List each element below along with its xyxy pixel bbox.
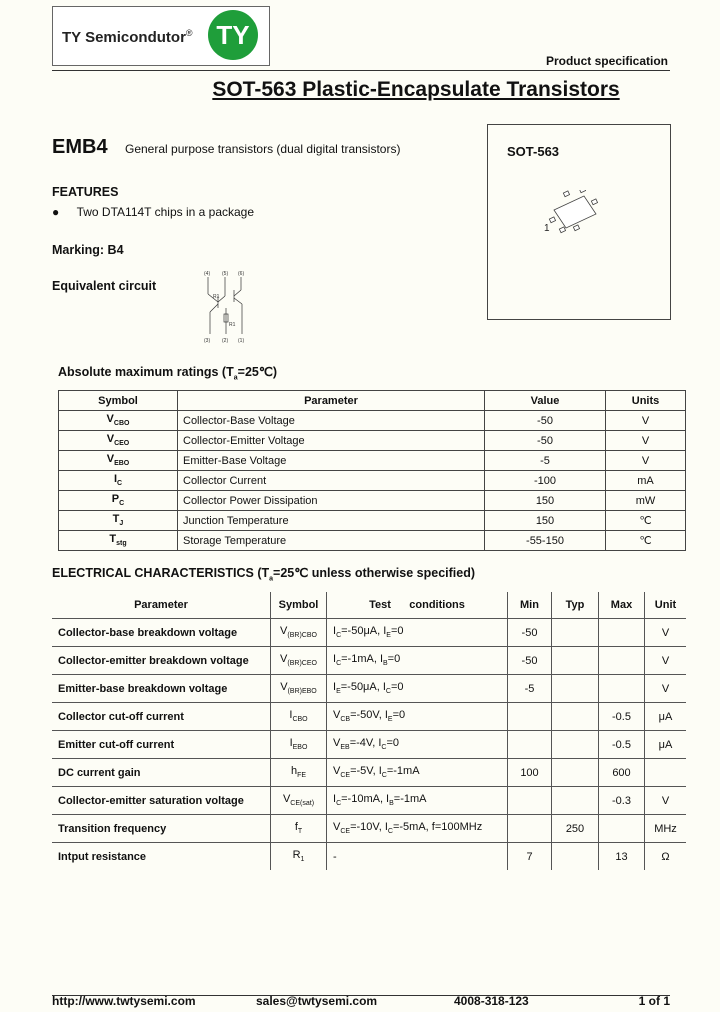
- pin1-label: 1: [544, 223, 550, 234]
- svg-text:(1): (1): [238, 338, 245, 344]
- equivalent-circuit-diagram: [196, 268, 256, 344]
- amr-unit: V: [606, 431, 686, 451]
- amr-row: [59, 411, 686, 431]
- amr-symbol: $I_C$: [59, 471, 178, 491]
- ec-conditions: $V_{EB}=-4V$, $I_C=0$: [327, 731, 508, 759]
- amr-symbol: $T_J$: [59, 511, 178, 531]
- part-number: EMB4: [52, 136, 108, 158]
- ec-row: [52, 759, 686, 787]
- ec-row: [52, 619, 686, 647]
- ec-symbol: $V_{CE(sat)}$: [271, 787, 327, 815]
- ec-symbol: $I_{EBO}$: [271, 731, 327, 759]
- ec-parameter: Collector-base breakdown voltage: [52, 619, 271, 647]
- ec-conditions: $I_C=-50\mu A$, $I_E=0$: [327, 619, 508, 647]
- ec-header-row: [52, 592, 686, 619]
- amr-value: -100: [485, 471, 606, 491]
- ec-parameter: Collector-emitter breakdown voltage: [52, 647, 271, 675]
- amr-unit: mW: [606, 491, 686, 511]
- ec-min: 7: [508, 843, 552, 871]
- ec-heading: ELECTRICAL CHARACTERISTICS ($T_a=25℃$ unless otherwise specified): [52, 566, 476, 583]
- ec-min: -50: [508, 647, 552, 675]
- amr-parameter: Emitter-Base Voltage: [178, 451, 485, 471]
- ec-parameter: Intput resistance: [52, 843, 271, 871]
- ec-conditions: -: [327, 843, 508, 871]
- ec-col-conditions: Test conditions: [327, 592, 508, 619]
- ec-conditions: $I_E=-50\mu A$, $I_C=0$: [327, 675, 508, 703]
- ec-max: [599, 815, 645, 843]
- amr-symbol: $V_{CEO}$: [59, 431, 178, 451]
- ec-min: 100: [508, 759, 552, 787]
- amr-unit: V: [606, 451, 686, 471]
- ec-col-max: Max: [599, 592, 645, 619]
- ec-max: [599, 675, 645, 703]
- svg-text:R1: R1: [213, 294, 220, 300]
- ec-col-symbol: Symbol: [271, 592, 327, 619]
- ec-symbol: $V_{(BR)CEO}$: [271, 647, 327, 675]
- ec-unit: V: [645, 675, 687, 703]
- amr-parameter: Storage Temperature: [178, 531, 485, 551]
- amr-symbol: $P_C$: [59, 491, 178, 511]
- absolute-max-ratings-table: [58, 390, 686, 551]
- footer-phone: 4008-318-123: [454, 994, 529, 1008]
- ec-conditions: $I_C=-10mA$, $I_B=-1mA$: [327, 787, 508, 815]
- bullet-icon: ●: [52, 205, 60, 219]
- ec-parameter: Collector-emitter saturation voltage: [52, 787, 271, 815]
- amr-value: -55-150: [485, 531, 606, 551]
- amr-value: -50: [485, 411, 606, 431]
- ec-typ: [552, 703, 599, 731]
- amr-value: 150: [485, 511, 606, 531]
- svg-text:(6): (6): [238, 271, 245, 277]
- svg-text:(4): (4): [204, 271, 211, 277]
- amr-row: [59, 471, 686, 491]
- ec-col-unit: Unit: [645, 592, 687, 619]
- ec-conditions: $V_{CB}=-50V$, $I_E=0$: [327, 703, 508, 731]
- amr-parameter: Collector Power Dissipation: [178, 491, 485, 511]
- amr-value: 150: [485, 491, 606, 511]
- amr-col-parameter: Parameter: [178, 391, 485, 411]
- amr-col-value: Value: [485, 391, 606, 411]
- amr-col-units: Units: [606, 391, 686, 411]
- ec-unit: V: [645, 647, 687, 675]
- footer-email[interactable]: sales@twtysemi.com: [256, 994, 378, 1008]
- ec-parameter: Emitter cut-off current: [52, 731, 271, 759]
- feature-item: ● Two DTA114T chips in a package: [52, 205, 255, 219]
- part-description: General purpose transistors (dual digital transistors): [125, 142, 401, 156]
- ec-parameter: Collector cut-off current: [52, 703, 271, 731]
- footer-page: 1 of 1: [638, 994, 670, 1008]
- amr-row: [59, 511, 686, 531]
- ec-col-parameter: Parameter: [52, 592, 271, 619]
- ec-max: [599, 647, 645, 675]
- ec-row: [52, 675, 686, 703]
- ec-typ: [552, 619, 599, 647]
- amr-value: -5: [485, 451, 606, 471]
- amr-unit: ℃: [606, 511, 686, 531]
- ec-symbol: $I_{CBO}$: [271, 703, 327, 731]
- amr-parameter: Collector-Emitter Voltage: [178, 431, 485, 451]
- ec-max: -0.3: [599, 787, 645, 815]
- amr-parameter: Collector Current: [178, 471, 485, 491]
- amr-col-symbol: Symbol: [59, 391, 178, 411]
- electrical-characteristics-table: [52, 592, 686, 870]
- ec-min: [508, 731, 552, 759]
- ec-typ: 250: [552, 815, 599, 843]
- ec-min: -5: [508, 675, 552, 703]
- ec-symbol: $V_{(BR)CBO}$: [271, 619, 327, 647]
- ec-symbol: $R_1$: [271, 843, 327, 871]
- amr-symbol: $V_{CBO}$: [59, 411, 178, 431]
- ec-unit: μA: [645, 703, 687, 731]
- ec-parameter: Transition frequency: [52, 815, 271, 843]
- ec-max: [599, 619, 645, 647]
- ec-symbol: $f_T$: [271, 815, 327, 843]
- ec-unit: V: [645, 619, 687, 647]
- package-name: SOT-563: [507, 144, 560, 159]
- page-title: SOT-563 Plastic-Encapsulate Transistors: [212, 78, 620, 101]
- equivalent-circuit-heading: Equivalent circuit: [52, 279, 157, 293]
- ec-max: -0.5: [599, 731, 645, 759]
- ec-typ: [552, 843, 599, 871]
- ec-unit: V: [645, 787, 687, 815]
- ec-row: [52, 843, 686, 871]
- footer-url[interactable]: http://www.twtysemi.com: [52, 994, 196, 1008]
- ec-min: -50: [508, 619, 552, 647]
- amr-symbol: $T_{stg}$: [59, 531, 178, 551]
- ec-conditions: $V_{CE}=-10V$, $I_C=-5mA$, f=100MHz: [327, 815, 508, 843]
- amr-heading: Absolute maximum ratings $(T_a=25℃)$: [58, 365, 278, 382]
- svg-text:(5): (5): [222, 271, 229, 277]
- svg-text:(3): (3): [204, 338, 211, 344]
- ec-conditions: $V_{CE}=-5V$, $I_C=-1mA$: [327, 759, 508, 787]
- amr-value: -50: [485, 431, 606, 451]
- ec-parameter: DC current gain: [52, 759, 271, 787]
- svg-text:(2): (2): [222, 338, 229, 344]
- ec-col-min: Min: [508, 592, 552, 619]
- company-name: TY Semicondutor®: [62, 28, 193, 46]
- amr-row: [59, 531, 686, 551]
- amr-unit: mA: [606, 471, 686, 491]
- amr-parameter: Collector-Base Voltage: [178, 411, 485, 431]
- ec-row: [52, 787, 686, 815]
- amr-header-row: [59, 391, 686, 411]
- package-drawing: [540, 190, 610, 240]
- ec-unit: MHz: [645, 815, 687, 843]
- ec-row: [52, 815, 686, 843]
- ec-min: [508, 815, 552, 843]
- marking-label: Marking: B4: [52, 243, 124, 257]
- header-rule: [52, 70, 670, 71]
- ec-typ: [552, 647, 599, 675]
- amr-parameter: Junction Temperature: [178, 511, 485, 531]
- ec-max: 13: [599, 843, 645, 871]
- ec-col-typ: Typ: [552, 592, 599, 619]
- company-logo: TY: [208, 10, 258, 60]
- svg-text:R1: R1: [229, 322, 236, 328]
- ec-unit: Ω: [661, 850, 670, 863]
- ec-conditions: $I_C=-1mA$, $I_B=0$: [327, 647, 508, 675]
- ec-min: [508, 703, 552, 731]
- features-heading: FEATURES: [52, 185, 119, 199]
- ec-min: [508, 787, 552, 815]
- amr-unit: V: [606, 411, 686, 431]
- amr-row: [59, 451, 686, 471]
- ec-parameter: Emitter-base breakdown voltage: [52, 675, 271, 703]
- ec-typ: [552, 787, 599, 815]
- amr-row: [59, 491, 686, 511]
- ec-unit: μA: [645, 731, 687, 759]
- amr-row: [59, 431, 686, 451]
- ec-row: [52, 647, 686, 675]
- ec-row: [52, 703, 686, 731]
- product-spec-label: Product specification: [545, 54, 668, 68]
- ec-max: 600: [599, 759, 645, 787]
- ec-symbol: $h_{FE}$: [271, 759, 327, 787]
- amr-symbol: $V_{EBO}$: [59, 451, 178, 471]
- ec-symbol: $V_{(BR)EBO}$: [271, 675, 327, 703]
- ec-max: -0.5: [599, 703, 645, 731]
- ec-row: [52, 731, 686, 759]
- ec-typ: [552, 675, 599, 703]
- amr-unit: ℃: [606, 531, 686, 551]
- ec-unit: [645, 759, 687, 787]
- ec-typ: [552, 759, 599, 787]
- ec-typ: [552, 731, 599, 759]
